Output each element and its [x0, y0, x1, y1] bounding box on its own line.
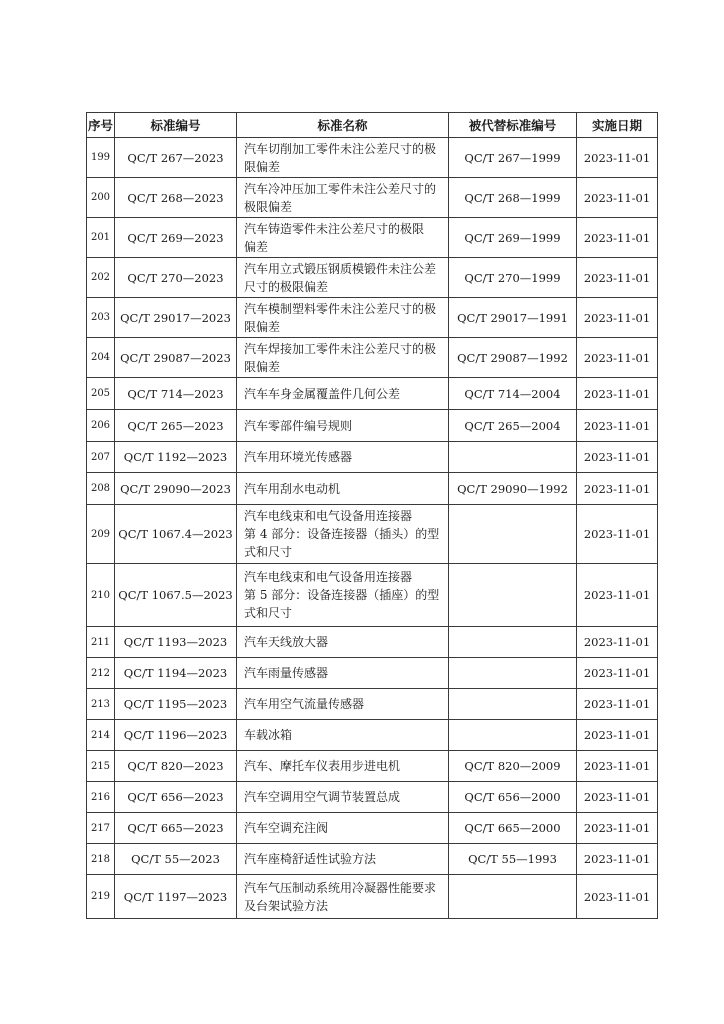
implementation-date: 2023-11-01 [577, 138, 658, 178]
replaced-standard-code [449, 564, 577, 627]
standard-name [237, 720, 449, 751]
standard-name-line: 汽车气压制动系统用冷凝器性能要求 [244, 880, 437, 895]
table-row [87, 844, 658, 875]
standard-name-line: 汽车雨量传感器 [244, 666, 329, 680]
row-number: 212 [87, 658, 115, 689]
standard-name-line: 汽车铸造零件未注公差尺寸的极限 [244, 221, 425, 236]
replaced-standard-code: QC/T 55—1993 [449, 844, 577, 875]
standard-name-line: 第 4 部分：设备连接器（插头）的型 [244, 527, 440, 541]
standard-name [237, 627, 449, 658]
standard-name [237, 298, 449, 338]
standard-name-line: 汽车天线放大器 [244, 635, 329, 649]
row-number: 213 [87, 689, 115, 720]
table-body [87, 138, 658, 919]
standard-name-line: 汽车用空气流量传感器 [244, 697, 365, 711]
replaced-standard-code: QC/T 270—1999 [449, 258, 577, 298]
implementation-date: 2023-11-01 [577, 442, 658, 473]
replaced-standard-code: QC/T 268—1999 [449, 178, 577, 218]
standard-name-line: 汽车用刮水电动机 [244, 481, 341, 496]
table-row [87, 564, 658, 627]
table-row [87, 875, 658, 919]
standard-code: QC/T 29090—2023 [115, 473, 237, 505]
standard-code: QC/T 265—2023 [115, 410, 237, 442]
table-row [87, 298, 658, 338]
standard-name [237, 218, 449, 258]
replaced-standard-code [449, 505, 577, 564]
standard-name-line: 式和尺寸 [244, 545, 293, 559]
table-row [87, 658, 658, 689]
standard-name-line: 汽车用环境光传感器 [244, 450, 353, 464]
standard-code: QC/T 656—2023 [115, 782, 237, 813]
table-row [87, 410, 658, 442]
implementation-date: 2023-11-01 [577, 720, 658, 751]
row-number: 199 [87, 138, 115, 178]
table-row [87, 442, 658, 473]
implementation-date: 2023-11-01 [577, 844, 658, 875]
table-header-row [87, 113, 658, 138]
replaced-standard-code: QC/T 265—2004 [449, 410, 577, 442]
standard-name-line: 极限偏差 [244, 199, 293, 214]
row-number: 205 [87, 378, 115, 410]
standard-name [237, 410, 449, 442]
standard-name-line: 汽车用立式锻压钢质模锻件未注公差 [244, 261, 437, 276]
row-number: 200 [87, 178, 115, 218]
standard-name-line: 第 5 部分：设备连接器（插座）的型 [244, 588, 440, 602]
implementation-date: 2023-11-01 [577, 813, 658, 844]
replaced-standard-code: QC/T 29090—1992 [449, 473, 577, 505]
replaced-standard-code: QC/T 29017—1991 [449, 298, 577, 338]
table-row [87, 813, 658, 844]
replaced-standard-code [449, 627, 577, 658]
table-row [87, 505, 658, 564]
standard-name [237, 378, 449, 410]
standard-code: QC/T 665—2023 [115, 813, 237, 844]
standard-name-line: 汽车、摩托车仪表用步进电机 [244, 759, 401, 773]
table-row [87, 627, 658, 658]
replaced-standard-code [449, 875, 577, 919]
standard-code: QC/T 29087—2023 [115, 338, 237, 378]
replaced-standard-code: QC/T 656—2000 [449, 782, 577, 813]
implementation-date: 2023-11-01 [577, 627, 658, 658]
header-replaced: 被代替标准编号 [449, 113, 577, 138]
implementation-date: 2023-11-01 [577, 258, 658, 298]
header-name: 标准名称 [237, 113, 449, 138]
implementation-date: 2023-11-01 [577, 338, 658, 378]
standard-code: QC/T 1194—2023 [115, 658, 237, 689]
table-row [87, 138, 658, 178]
replaced-standard-code: QC/T 714—2004 [449, 378, 577, 410]
implementation-date: 2023-11-01 [577, 689, 658, 720]
row-number: 211 [87, 627, 115, 658]
standard-name [237, 338, 449, 378]
implementation-date: 2023-11-01 [577, 218, 658, 258]
standard-name-line: 限偏差 [244, 159, 281, 174]
standard-name [237, 875, 449, 919]
standard-name-line: 汽车切削加工零件未注公差尺寸的极 [244, 141, 437, 156]
replaced-standard-code: QC/T 269—1999 [449, 218, 577, 258]
table-row [87, 378, 658, 410]
standard-code: QC/T 1193—2023 [115, 627, 237, 658]
replaced-standard-code: QC/T 267—1999 [449, 138, 577, 178]
standard-name-line: 及台架试验方法 [244, 898, 329, 913]
standard-name [237, 178, 449, 218]
table-row [87, 473, 658, 505]
implementation-date: 2023-11-01 [577, 378, 658, 410]
header-date: 实施日期 [577, 113, 658, 138]
row-number: 204 [87, 338, 115, 378]
standard-name [237, 844, 449, 875]
standard-code: QC/T 1192—2023 [115, 442, 237, 473]
standard-name-line: 汽车电线束和电气设备用连接器 [244, 509, 413, 523]
standard-name [237, 138, 449, 178]
implementation-date: 2023-11-01 [577, 410, 658, 442]
row-number: 216 [87, 782, 115, 813]
standard-name-line: 偏差 [244, 239, 269, 254]
standard-name [237, 505, 449, 564]
replaced-standard-code [449, 720, 577, 751]
table-row [87, 751, 658, 782]
row-number: 202 [87, 258, 115, 298]
standard-code: QC/T 55—2023 [115, 844, 237, 875]
implementation-date: 2023-11-01 [577, 751, 658, 782]
standard-name [237, 658, 449, 689]
standard-name-line: 汽车电线束和电气设备用连接器 [244, 570, 413, 584]
replaced-standard-code: QC/T 820—2009 [449, 751, 577, 782]
standard-name [237, 442, 449, 473]
row-number: 214 [87, 720, 115, 751]
standard-name [237, 473, 449, 505]
implementation-date: 2023-11-01 [577, 505, 658, 564]
implementation-date: 2023-11-01 [577, 782, 658, 813]
standard-name [237, 564, 449, 627]
standard-name-line: 汽车冷冲压加工零件未注公差尺寸的 [244, 181, 437, 196]
standard-code: QC/T 267—2023 [115, 138, 237, 178]
standard-code: QC/T 270—2023 [115, 258, 237, 298]
standard-name [237, 813, 449, 844]
row-number: 208 [87, 473, 115, 505]
standards-table [86, 112, 658, 919]
replaced-standard-code: QC/T 29087—1992 [449, 338, 577, 378]
row-number: 201 [87, 218, 115, 258]
standard-name [237, 258, 449, 298]
standard-name [237, 782, 449, 813]
table-row [87, 338, 658, 378]
standard-name-line: 式和尺寸 [244, 606, 293, 620]
table-row [87, 689, 658, 720]
row-number: 209 [87, 505, 115, 564]
row-number: 219 [87, 875, 115, 919]
row-number: 215 [87, 751, 115, 782]
standard-code: QC/T 1067.5—2023 [115, 564, 237, 627]
standard-code: QC/T 269—2023 [115, 218, 237, 258]
standard-name-line: 汽车座椅舒适性试验方法 [244, 852, 377, 866]
standard-name-line: 限偏差 [244, 359, 281, 374]
replaced-standard-code [449, 689, 577, 720]
standard-code: QC/T 1195—2023 [115, 689, 237, 720]
header-code: 标准编号 [115, 113, 237, 138]
standard-name [237, 689, 449, 720]
standard-name-line: 汽车车身金属覆盖件几何公差 [244, 386, 401, 401]
standard-code: QC/T 268—2023 [115, 178, 237, 218]
standard-code: QC/T 1196—2023 [115, 720, 237, 751]
standard-name-line: 汽车空调用空气调节装置总成 [244, 790, 401, 804]
implementation-date: 2023-11-01 [577, 658, 658, 689]
row-number: 217 [87, 813, 115, 844]
standard-code: QC/T 1197—2023 [115, 875, 237, 919]
standard-code: QC/T 820—2023 [115, 751, 237, 782]
standard-name-line: 汽车焊接加工零件未注公差尺寸的极 [244, 341, 437, 356]
implementation-date: 2023-11-01 [577, 564, 658, 627]
replaced-standard-code [449, 442, 577, 473]
replaced-standard-code [449, 658, 577, 689]
implementation-date: 2023-11-01 [577, 473, 658, 505]
implementation-date: 2023-11-01 [577, 875, 658, 919]
standard-name-line: 汽车模制塑料零件未注公差尺寸的极 [244, 301, 437, 316]
row-number: 207 [87, 442, 115, 473]
standard-code: QC/T 29017—2023 [115, 298, 237, 338]
table-row [87, 258, 658, 298]
standard-name-line: 汽车空调充注阀 [244, 821, 329, 835]
table-row [87, 782, 658, 813]
row-number: 203 [87, 298, 115, 338]
table-row [87, 218, 658, 258]
standard-code: QC/T 714—2023 [115, 378, 237, 410]
replaced-standard-code: QC/T 665—2000 [449, 813, 577, 844]
row-number: 210 [87, 564, 115, 627]
standard-name-line: 车载冰箱 [244, 728, 293, 742]
standard-name-line: 限偏差 [244, 319, 281, 334]
table-row [87, 720, 658, 751]
implementation-date: 2023-11-01 [577, 298, 658, 338]
standard-name [237, 751, 449, 782]
row-number: 218 [87, 844, 115, 875]
standard-code: QC/T 1067.4—2023 [115, 505, 237, 564]
row-number: 206 [87, 410, 115, 442]
header-no: 序号 [87, 113, 115, 138]
table-row [87, 178, 658, 218]
standard-name-line: 尺寸的极限偏差 [244, 279, 329, 294]
implementation-date: 2023-11-01 [577, 178, 658, 218]
standard-name-line: 汽车零部件编号规则 [244, 418, 353, 433]
